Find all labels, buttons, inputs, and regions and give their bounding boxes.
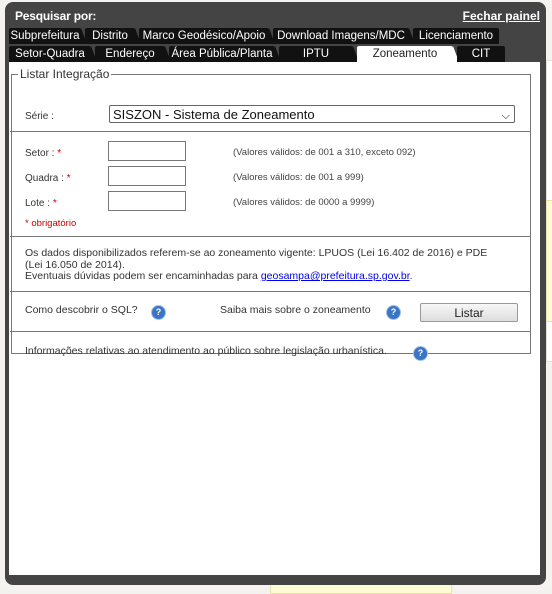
divider — [10, 291, 530, 292]
email-link[interactable]: geosampa@prefeitura.sp.gov.br — [260, 270, 410, 282]
question-icon[interactable]: ? — [413, 346, 428, 361]
tab-setor-quadra[interactable]: Setor-Quadra — [9, 46, 91, 62]
listar-button[interactable]: Listar — [420, 303, 518, 322]
map-zone — [546, 200, 552, 322]
lote-label: Lote : * — [25, 198, 57, 209]
setor-label: Setor : * — [25, 148, 62, 159]
tab-cit[interactable]: CIT — [457, 46, 505, 62]
divider — [10, 331, 530, 332]
quadra-label: Quadra : * — [25, 173, 71, 184]
public-info-text: Informações relativas ao atendimento ao público sobre legislação urbanística. — [25, 345, 387, 357]
close-panel-link[interactable]: Fechar painel — [462, 9, 540, 23]
serie-selected-value: SISZON - Sistema de Zoneamento — [113, 107, 315, 122]
divider — [10, 236, 530, 237]
listar-integracao-fieldset — [11, 67, 531, 358]
panel-title: Pesquisar por: — [15, 9, 97, 23]
tabs-row-secondary — [9, 46, 509, 62]
sql-help-text: Como descobrir o SQL? — [25, 304, 138, 316]
required-note: * obrigatório — [25, 218, 77, 229]
tab-download-imagens[interactable]: Download Imagens/MDC — [273, 28, 409, 44]
zoning-info-text: Os dados disponibilizados referem-se ao zoneamento vigente: LPUOS (Lei 16.402 de 2016) e PDE (Lei 16.050 de 2014). Eventuais dúvidas podem ser encaminhadas para geosampa@prefeitura.sp.gov.br. — [25, 247, 488, 282]
chevron-down-icon: ⌵ — [501, 110, 510, 122]
fieldset-legend: Listar Integração — [20, 67, 110, 81]
tab-endereco[interactable]: Endereço — [95, 46, 165, 62]
quadra-input[interactable] — [108, 166, 186, 186]
tab-licenciamento[interactable]: Licenciamento — [413, 28, 499, 44]
tab-subprefeitura[interactable]: Subprefeitura — [10, 30, 80, 42]
question-icon[interactable]: ? — [386, 305, 401, 320]
lote-input[interactable] — [108, 191, 186, 211]
setor-input[interactable] — [108, 141, 186, 161]
zoning-help-text: Saiba mais sobre o zoneamento — [220, 304, 371, 316]
tab-marco-geodesico[interactable]: Marco Geodésico/Apoio — [139, 28, 269, 44]
setor-hint: (Valores válidos: de 001 a 310, exceto 092) — [233, 147, 416, 158]
divider — [10, 131, 530, 132]
tab-distrito[interactable]: Distrito — [85, 28, 135, 44]
tab-zoneamento[interactable]: Zoneamento — [357, 46, 453, 62]
quadra-hint: (Valores válidos: de 001 a 999) — [233, 172, 364, 183]
tabs-row-primary — [9, 28, 503, 44]
panel-content — [9, 62, 540, 575]
tab-area-publica[interactable]: Área Pública/Planta — [169, 46, 275, 62]
question-icon[interactable]: ? — [151, 305, 166, 320]
serie-label: Série : — [25, 111, 54, 122]
serie-select[interactable] — [109, 105, 515, 123]
lote-hint: (Valores válidos: de 0000 a 9999) — [233, 197, 375, 208]
tab-iptu[interactable]: IPTU — [279, 46, 353, 62]
